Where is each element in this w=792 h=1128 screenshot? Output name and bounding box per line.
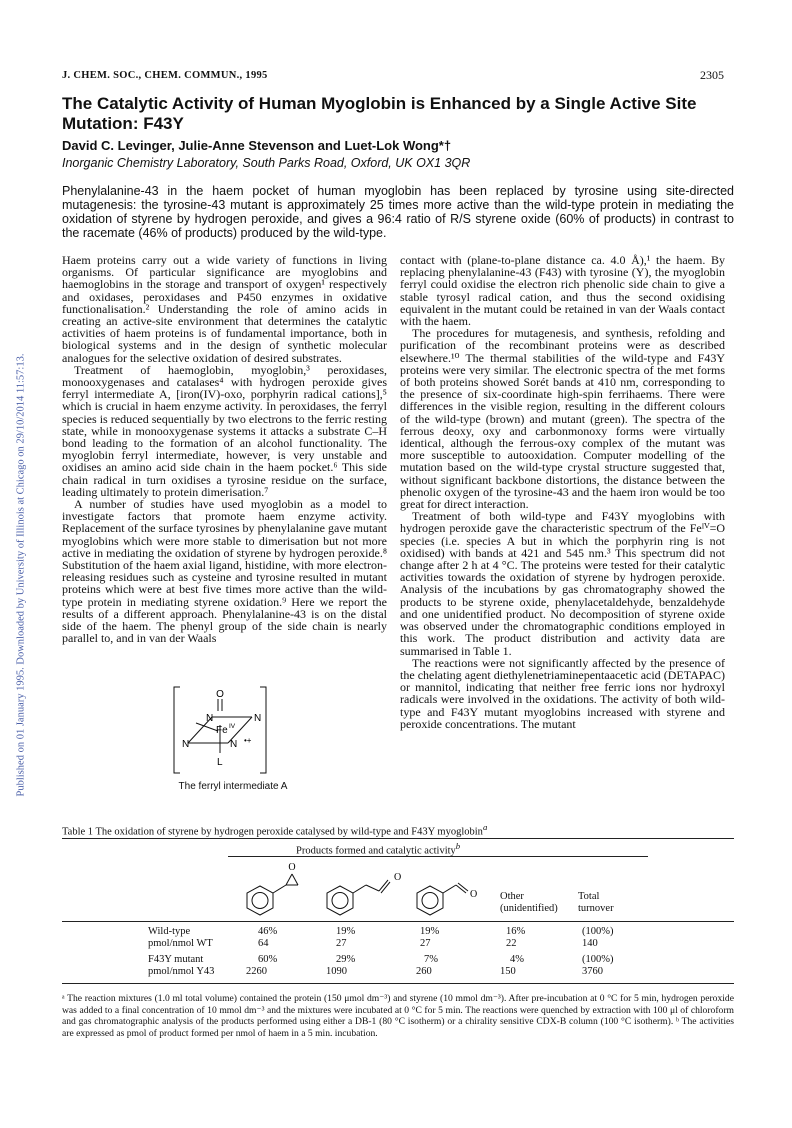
table-top-rule <box>62 838 734 839</box>
table-row <box>0 938 620 950</box>
right-paragraph-2: The procedures for mutagenesis, and synthesis, refolding and purification of the recombinant proteins were as described elsewhere.¹⁰ The thermal stabilities of the wild-type and F43Y proteins were very similar. The electronic spectra of the met forms of both proteins showed Sorét bands at 410 nm, corresponding to the presence of six-coordinate high-spin ferrihaems. There were differences in the visible region, resulting in the different colours of the wild-type (brown) and mutant (green). The spectra of the ferrous deoxy, oxy and carbonmonoxy forms were virtually identical, although the ferrous-oxy complex of the mutant was more susceptible to autooxidation. Computer modelling of the mutation based on the wild-type crystal structure suggested that, without significant backbone distortions, the distance between the phenolic oxygen of the tyrosine-43 and the haem iron would be too great for direct interaction. <box>400 326 725 512</box>
table-title-note: a <box>482 822 488 832</box>
table-cell: 27 <box>420 938 431 949</box>
table-bottom-rule <box>62 983 734 984</box>
table-cell: 4% <box>510 954 524 965</box>
table-title <box>62 822 487 838</box>
article-title: The Catalytic Activity of Human Myoglobin is Enhanced by a Single Active Site Mutation: F43Y <box>62 94 697 133</box>
table-cell: (100%) <box>582 926 614 937</box>
epoxide-oxygen-label: O <box>288 862 296 873</box>
table-cell: 2260 <box>246 966 267 977</box>
col-header-total-line1: Total <box>578 891 600 902</box>
left-paragraph-2: Treatment of haemoglobin, myoglobin,³ peroxidases, monooxygenases and catalases⁴ with hydrogen peroxide gives ferryl intermediate A, [iron(IV)-oxo, porphyrin radical cations],⁵ which is crucial in haem enzyme activity. In peroxidases, the ferryl species is reduced sequentially by two electrons to the ferric resting state, while in monooxygenase systems it attacks a substrate C–H bond leading to the formation of an alcohol functionality. The myoglobin ferryl intermediate, however, is very unstable and oxidises an amino acid side chain in the haem pocket.⁶ This side chain radical in turn oxidises a tyrosine residue on the surface, leading ultimately to protein dimerisation.⁷ <box>62 362 387 499</box>
table-cell: 46% <box>258 926 278 937</box>
table-cell: Wild-type <box>148 926 191 937</box>
table-cell: 16% <box>506 926 526 937</box>
fe-oxidation-label: IV <box>229 723 236 730</box>
table-cell: 260 <box>416 966 432 977</box>
ferryl-figure <box>160 685 300 805</box>
table-cell: 19% <box>336 926 356 937</box>
table-group-note: b <box>455 841 461 851</box>
figure-caption: The ferryl intermediate A <box>178 781 288 792</box>
aldehyde-oxygen-label: O <box>394 872 402 883</box>
article-abstract: Phenylalanine-43 in the haem pocket of human myoglobin has been replaced by tyrosine using site-directed mutagenesis: the tyrosine-43 mutant is approximately 25 times more active than the wild-type protein in mediating the oxidation of styrene by hydrogen peroxide, and gives a 96:4 ratio of R/S styrene oxide (60% of products) in contrast to the racemate (46% of products) produced by the wild-type. <box>62 184 734 240</box>
n-label-1: N <box>206 713 214 724</box>
table-cell: (100%) <box>582 954 614 965</box>
table-row <box>0 926 620 938</box>
benzaldehyde-oxygen-label: O <box>470 889 478 900</box>
table-cell: 22 <box>506 938 517 949</box>
right-paragraph-4: The reactions were not significantly affected by the presence of the chelating agent diethylenetriaminepentaacetic acid (DETAPAC) or mannitol, indicating that neither free ferric ions nor hydroxyl radicals were involved in the oxidations. The activity of both wild-type and F43Y mutant myoglobins increased with styrene and peroxide concentrations. The mutant <box>400 655 725 731</box>
left-paragraph-3: A number of studies have used myoglobin as a model to investigate factors that promote haem enzyme activity. Replacement of the surface tyrosines by phenylalanine gave mutant myoglobins which were more stable to dimerisation but not more active in mediating the oxidation of styrene by hydrogen peroxide.⁸ Substitution of the haem axial ligand, histidine, with more electron-releasing residues such as cysteine and tyrosine resulted in mutant proteins which were at best five times more active than the wild-type protein in mediating styrene oxidation.⁹ Here we report the results of a different approach. Phenylalanine-43 is on the distal side of the haem. The phenyl group of the side chain is nearly parallel to, and in van der Waals <box>62 497 387 646</box>
left-paragraph-1: Haem proteins carry out a wide variety of functions in living organisms. Of particular significance are myoglobins and haemoglobins in the storage and transport of oxygen¹ respectively and oxidases, peroxidases and P450 enzymes in oxidative functionalisation.² Understanding the role of amino acids in creating an active-site environment that determines the catalytic activities of haem proteins is of fundamental importance, both in biological systems and in the design of synthetic molecular analogues for the selective oxidation of desired substrates. <box>62 253 387 365</box>
side-note-text: Published on 01 January 1995. Downloaded by University of Illinois at Chicago on 29/10/2014 11:57:13. <box>15 353 27 797</box>
col-header-other-line2: (unidentified) <box>500 903 558 914</box>
table-footnote: ᵃ The reaction mixtures (1.0 ml total volume) contained the protein (150 μmol dm⁻³) and styrene (10 mmol dm⁻³). After pre-incubation at 0 °C for 5 min, hydrogen peroxide was added to a final concentration of 10 mmol dm⁻³ and the mixtures were incubated at 0 °C for 5 min. The reactions were quenched by extraction with 100 μl of chloroform and gas chromatographic analysis of the products performed using either a DB-1 (80 °C isotherm) or a chirality sensitive CDX-B column (100 °C isotherm). ᵇ The activities are expressed as pmol of product formed per nmol of haem in a 5 min. incubation. <box>62 993 734 1039</box>
table-cell: 29% <box>336 954 356 965</box>
download-side-note <box>14 250 28 900</box>
n-label-3: N <box>182 739 190 750</box>
col-header-other-line1: Other <box>500 891 524 902</box>
table-cell: pmol/nmol Y43 <box>148 966 215 977</box>
table-group-rule <box>228 856 648 857</box>
col-header-total-line2: turnover <box>578 903 614 914</box>
table-row <box>0 966 620 978</box>
n-label-2: N <box>254 713 262 724</box>
table-cell: 150 <box>500 966 516 977</box>
col-header-total <box>578 891 614 915</box>
right-column <box>400 254 725 730</box>
journal-header: J. CHEM. SOC., CHEM. COMMUN., 1995 <box>62 70 268 81</box>
table-cell: 3760 <box>582 966 603 977</box>
table-cell: 60% <box>258 954 278 965</box>
left-column <box>62 254 387 645</box>
table-title-text: Table 1 The oxidation of styrene by hydrogen peroxide catalysed by wild-type and F43Y myoglobin <box>62 826 483 838</box>
table-header-rule <box>62 921 734 922</box>
table-cell: 7% <box>424 954 438 965</box>
fe-label: Fe <box>216 725 228 736</box>
col-header-other <box>500 891 558 915</box>
table-cell: F43Y mutant <box>148 954 204 965</box>
right-paragraph-1: contact with (plane-to-plane distance ca. 4.0 Å),¹ the haem. By replacing phenylalanine-43 (F43) with tyrosine (Y), the myoglobin ferryl could oxidise the electron rich phenolic side chain to give a stable tyrosyl radical cation, and thus the second oxidising equivalent in the mutant could be retained in van der Waals contact with the haem. <box>400 253 725 329</box>
table-cell: 19% <box>420 926 440 937</box>
page-number: 2305 <box>700 68 724 82</box>
table-row <box>0 954 620 966</box>
table-cell: 140 <box>582 938 598 949</box>
article-affiliation: Inorganic Chemistry Laboratory, South Parks Road, Oxford, UK OX1 3QR <box>62 156 471 170</box>
radical-cation-label: •+ <box>244 736 252 745</box>
table-cell: pmol/nmol WT <box>148 938 213 949</box>
table-cell: 27 <box>336 938 347 949</box>
table-group-header <box>296 841 460 857</box>
axial-ligand-label: L <box>217 757 223 768</box>
table-cell: 64 <box>258 938 269 949</box>
n-label-4: N <box>230 739 238 750</box>
table-cell: 1090 <box>326 966 347 977</box>
table-group-header-text: Products formed and catalytic activity <box>296 845 456 857</box>
right-paragraph-3: Treatment of both wild-type and F43Y myoglobins with hydrogen peroxide gave the characteristic spectrum of the Feᴵⱽ=O species (i.e. species A but in which the porphyrin ring is not oxidised) with bands at 421 and 545 nm.³ This spectrum did not change after 2 h at 4 °C. The proteins were tested for their catalytic activities towards the oxidation of styrene by hydrogen peroxide. Analysis of the incubations by gas chromatography showed the products to be styrene oxide, phenylacetaldehyde, benzaldehyde and one unidentified product. No decomposition of styrene oxide was observed under the chromatographic conditions employed in this work. The product distribution and activity data are summarised in Table 1. <box>400 509 725 658</box>
oxo-label: O <box>216 689 224 700</box>
article-authors: David C. Levinger, Julie-Anne Stevenson and Luet-Lok Wong*† <box>62 138 452 153</box>
